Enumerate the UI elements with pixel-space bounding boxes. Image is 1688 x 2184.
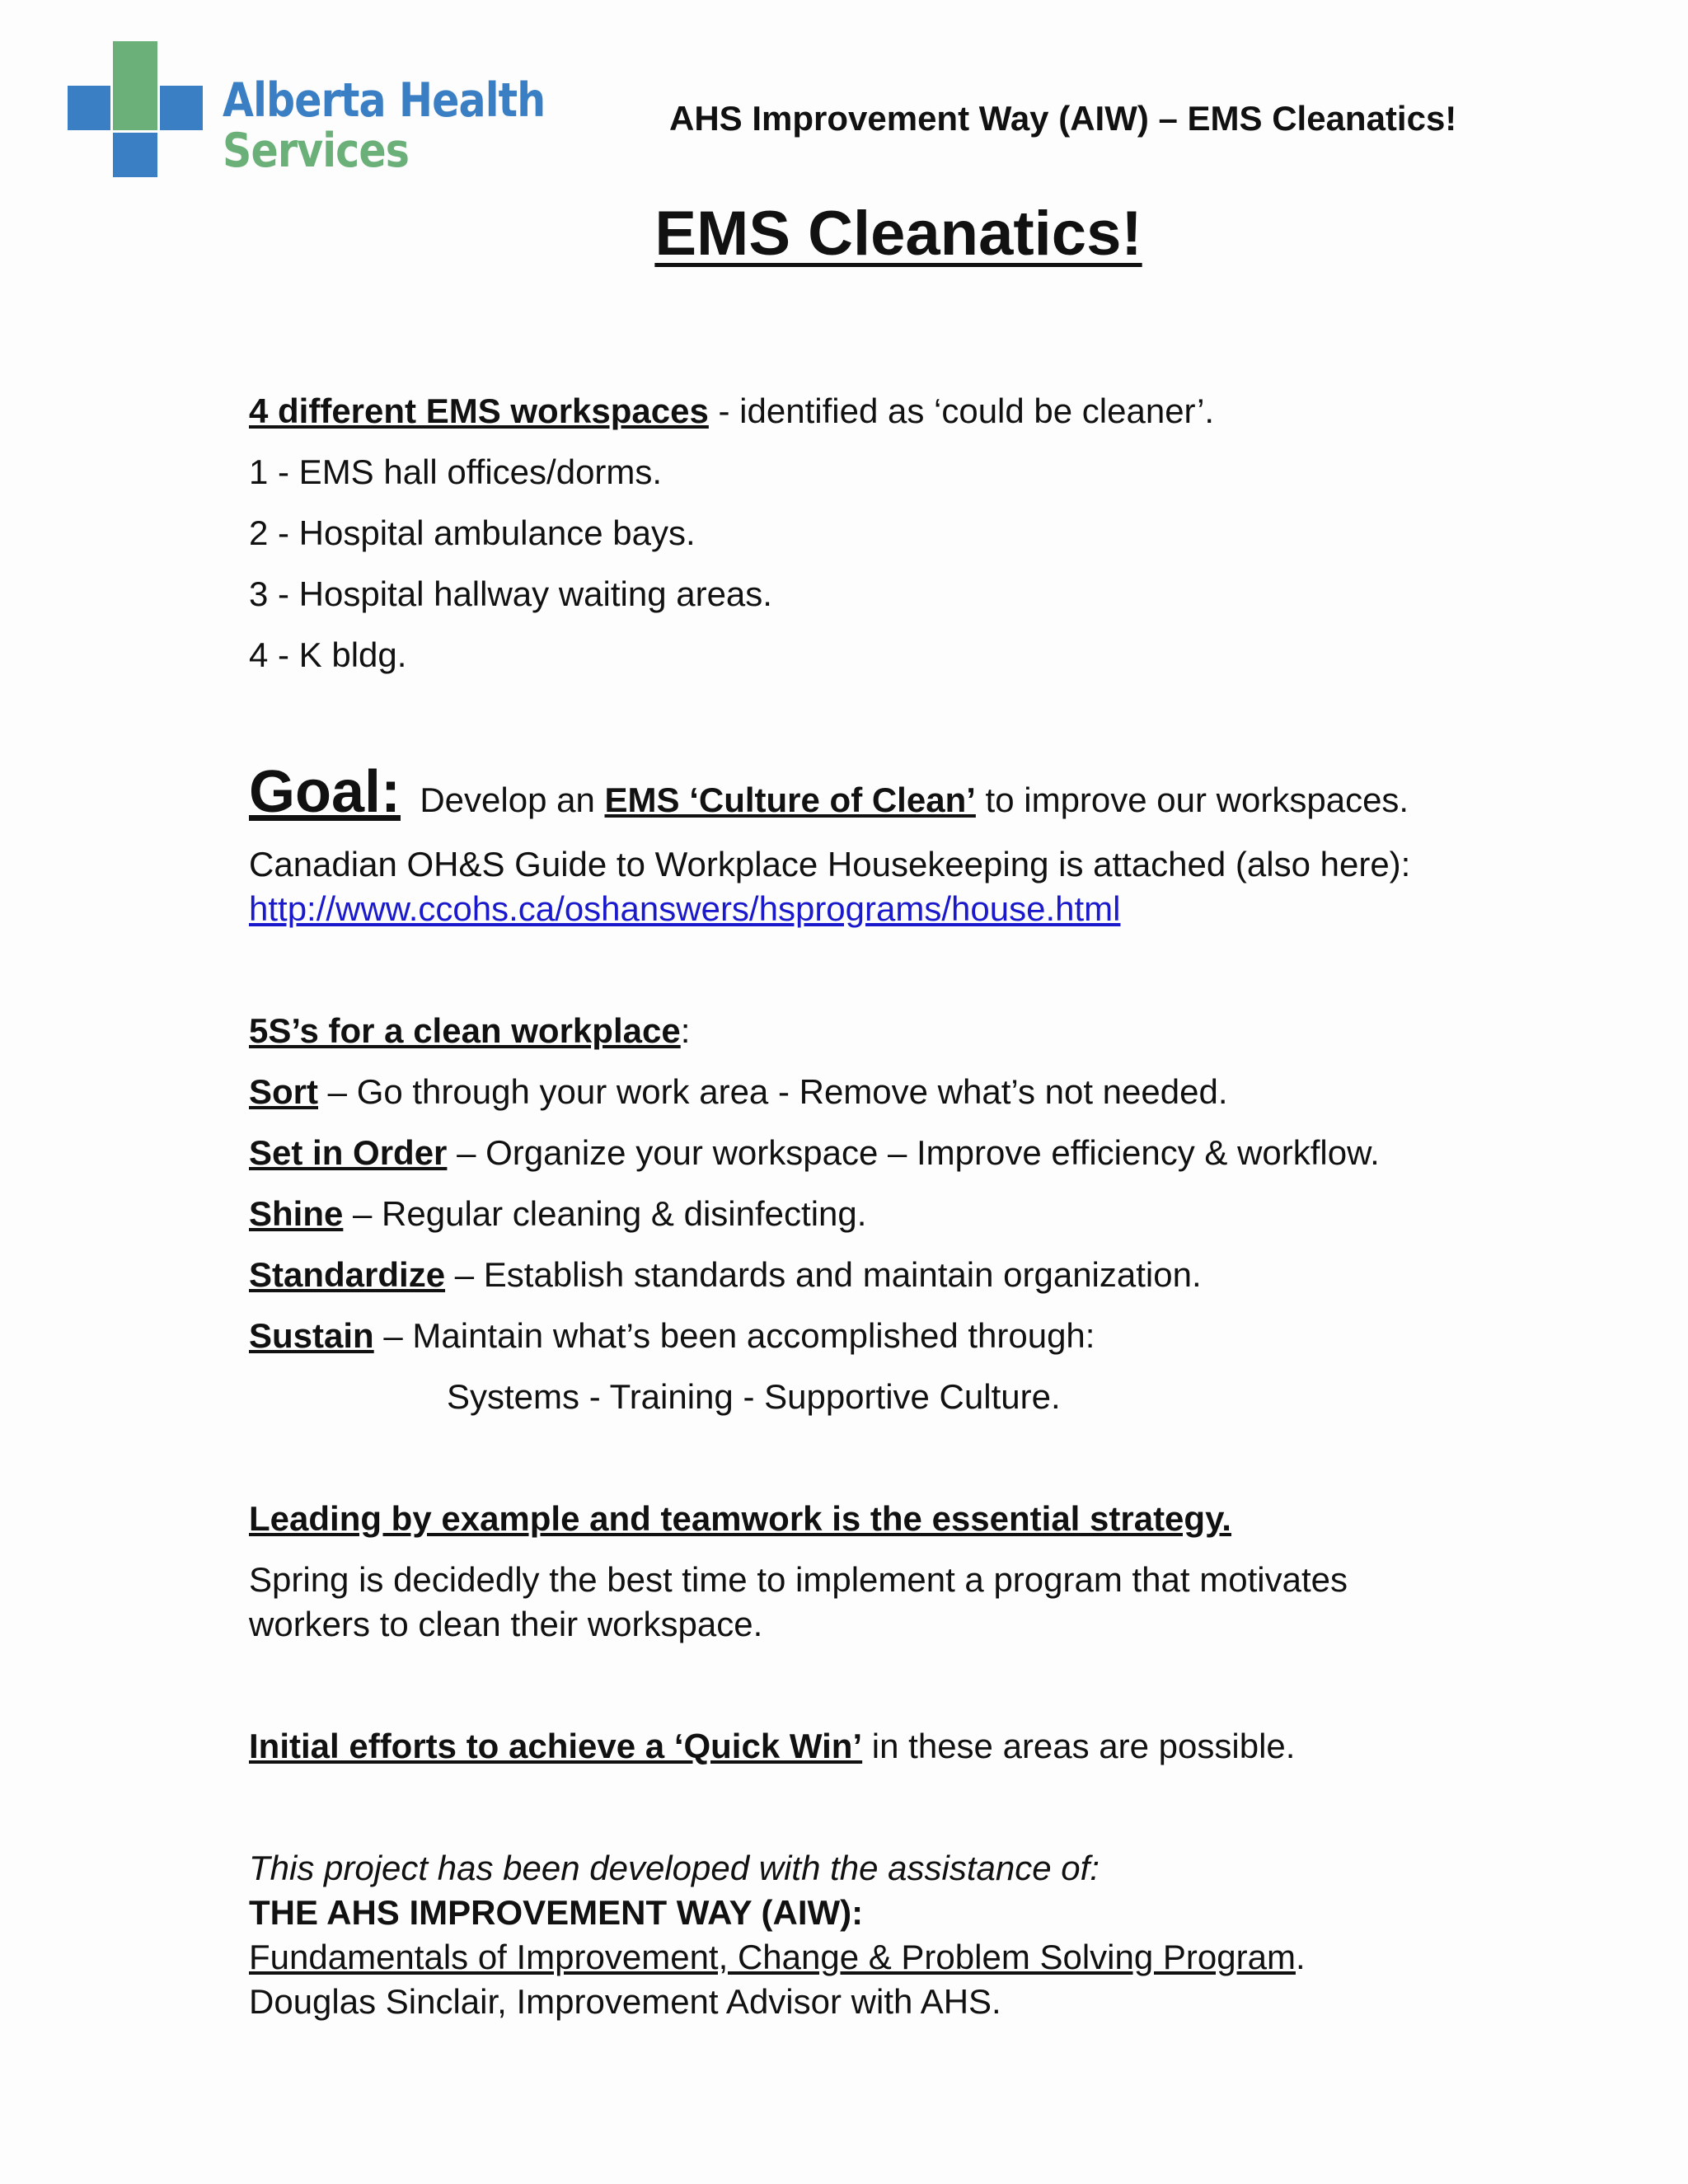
ahs-logo	[66, 40, 546, 180]
strategy-text-2: workers to clean their workspace.	[249, 1605, 763, 1643]
workspace-item: 1 - EMS hall offices/dorms.	[249, 452, 663, 491]
guide-link-text[interactable]: http://www.ccohs.ca/oshanswers/hsprograms/house.html	[249, 889, 1121, 928]
workspace-item: 2 - Hospital ambulance bays.	[249, 513, 696, 552]
guide-link[interactable]	[249, 889, 1120, 929]
five-s-item	[249, 1255, 1202, 1295]
credits-program-line	[249, 1938, 1306, 1977]
five-s-heading: 5S’s for a clean workplace	[249, 1011, 681, 1050]
workspaces-heading-rest: - identified as ‘could be cleaner’.	[708, 391, 1215, 430]
logo-wordmark	[223, 73, 598, 178]
goal-emphasis: EMS ‘Culture of Clean’	[604, 780, 976, 819]
five-s-heading-line	[249, 1011, 690, 1051]
header-title: AHS Improvement Way (AIW) – EMS Cleanatics!	[669, 99, 1457, 138]
five-s-term: Standardize	[249, 1255, 446, 1294]
quick-win-emphasis: Initial efforts to achieve a ‘Quick Win’	[249, 1727, 863, 1765]
five-s-desc: – Maintain what’s been accomplished through:	[373, 1316, 1095, 1355]
goal-line	[249, 758, 1409, 826]
credits-intro: This project has been developed with the assistance of:	[249, 1849, 1100, 1887]
sustain-detail: Systems - Training - Supportive Culture.	[447, 1377, 1061, 1416]
goal-label: Goal:	[249, 759, 401, 825]
five-s-colon: :	[680, 1011, 691, 1050]
five-s-desc: – Go through your work area - Remove what’s not needed.	[318, 1072, 1228, 1111]
quick-win-line	[249, 1727, 1295, 1766]
five-s-term: Shine	[249, 1194, 344, 1233]
credits-program: Fundamentals of Improvement, Change & Problem Solving Program	[249, 1938, 1296, 1976]
quick-win-rest: in these areas are possible.	[862, 1727, 1296, 1765]
five-s-item	[249, 1194, 866, 1234]
logo-line-1: Alberta Health	[223, 73, 546, 128]
workspaces-heading-line	[249, 391, 1214, 431]
workspace-item: 4 - K bldg.	[249, 635, 407, 674]
five-s-term: Sort	[249, 1072, 318, 1111]
ahs-cross-icon	[66, 40, 206, 180]
credits-program-end: .	[1295, 1938, 1306, 1976]
five-s-desc: – Regular cleaning & disinfecting.	[343, 1194, 867, 1233]
credits-org: THE AHS IMPROVEMENT WAY (AIW):	[249, 1893, 864, 1932]
five-s-desc: – Organize your workspace – Improve efficiency & workflow.	[447, 1133, 1380, 1172]
logo-line-2: Services	[223, 124, 410, 178]
goal-pre: Develop an	[401, 780, 605, 819]
five-s-term: Set in Order	[249, 1133, 448, 1172]
five-s-item	[249, 1133, 1380, 1173]
five-s-item	[249, 1072, 1228, 1112]
credits-advisor: Douglas Sinclair, Improvement Advisor with AHS.	[249, 1982, 1001, 2021]
five-s-desc: – Establish standards and maintain organization.	[445, 1255, 1202, 1294]
five-s-item	[249, 1316, 1095, 1356]
workspaces-heading: 4 different EMS workspaces	[249, 391, 709, 430]
strategy-text-1: Spring is decidedly the best time to implement a program that motivates	[249, 1560, 1348, 1599]
goal-post: to improve our workspaces.	[975, 780, 1409, 819]
five-s-term: Sustain	[249, 1316, 374, 1355]
guide-text: Canadian OH&S Guide to Workplace Housekeeping is attached (also here):	[249, 845, 1411, 883]
workspace-item: 3 - Hospital hallway waiting areas.	[249, 574, 772, 613]
strategy-heading: Leading by example and teamwork is the essential strategy.	[249, 1499, 1231, 1538]
page-title: EMS Cleanatics!	[654, 199, 1142, 269]
